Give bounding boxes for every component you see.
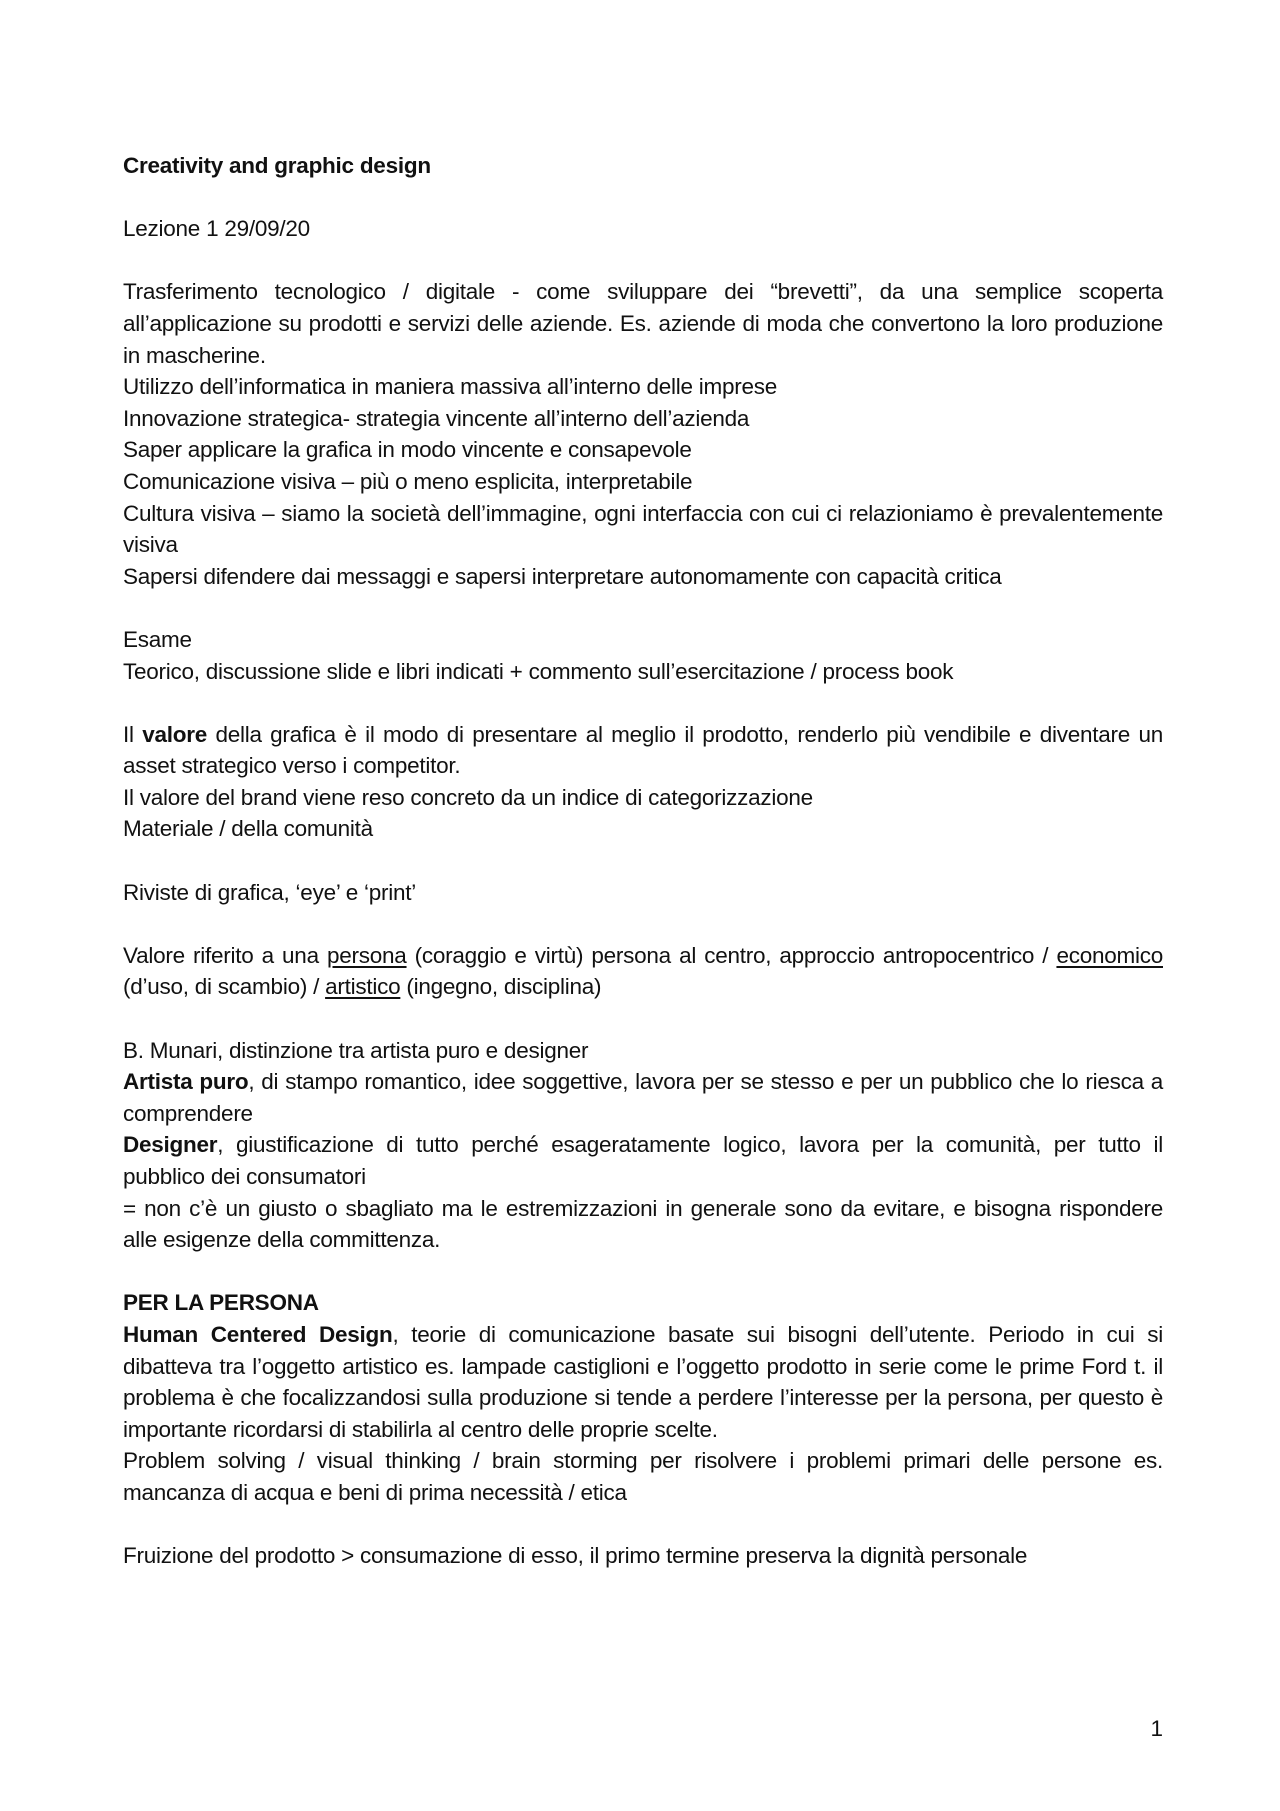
problem-solving-paragraph: Problem solving / visual thinking / brain storming per risolvere i problemi primari delle persone es. mancanza di acqua e beni di prima necessità / etica <box>123 1448 1163 1505</box>
valore-riferito-paragraph: Valore riferito a una persona (coraggio e virtù) persona al centro, approccio antropocentrico / economico (d’uso, di scambio) / artistico (ingegno, disciplina) <box>123 942 1163 1000</box>
document-body <box>123 150 1163 1572</box>
fruizione-line: Fruizione del prodotto > consumazione di esso, il primo termine preserva la dignità personale <box>123 1543 1028 1569</box>
munari-intro: B. Munari, distinzione tra artista puro e designer <box>123 1037 589 1063</box>
persona-heading: PER LA PERSONA <box>123 1290 319 1316</box>
intro-paragraph: Trasferimento tecnologico / digitale - come sviluppare dei “brevetti”, da una semplice scoperta all’applicazione su prodotti e servizi delle aziende. Es. aziende di moda che convertono la loro produzione in mascherine. <box>123 279 1163 368</box>
artista-puro-paragraph: Artista puro, di stampo romantico, idee soggettive, lavora per se stesso e per un pubblico che lo riesca a comprendere <box>123 1069 1163 1126</box>
intro-line-cultura: Cultura visiva – siamo la società dell’immagine, ogni interfaccia con cui ci relazioniamo è prevalentemente visiva <box>123 500 1163 558</box>
hcd-paragraph: Human Centered Design, teorie di comunicazione basate sui bisogni dell’utente. Periodo in cui si dibatteva tra l’oggetto artistico es. lampade castiglioni e l’oggetto prodotto in serie come le prime Ford t. il problema è che focalizzandosi sulla produzione si tende a perdere l’interesse per la persona, per questo è importante ricordarsi di stabilirla al centro delle proprie scelte. <box>123 1321 1163 1442</box>
value-bold: valore <box>142 721 207 747</box>
exam-text: Teorico, discussione slide e libri indicati + commento sull’esercitazione / process book <box>123 658 954 684</box>
magazines-line: Riviste di grafica, ‘eye’ e ‘print’ <box>123 879 417 905</box>
underline-economico: economico <box>1056 942 1163 968</box>
value-brand-line: Il valore del brand viene reso concreto da un indice di categorizzazione <box>123 784 813 810</box>
value-paragraph: Il valore della grafica è il modo di presentare al meglio il prodotto, renderlo più vendibile e diventare un asset strategico verso i competitor. <box>123 721 1163 779</box>
lesson-date: Lezione 1 29/09/20 <box>123 216 310 242</box>
document-title: Creativity and graphic design <box>123 153 431 178</box>
intro-line-comunicazione: Comunicazione visiva – più o meno esplicita, interpretabile <box>123 468 693 494</box>
underline-artistico: artistico <box>325 974 401 1000</box>
designer-paragraph: Designer, giustificazione di tutto perché esageratamente logico, lavora per la comunità, per tutto il pubblico dei consumatori <box>123 1132 1163 1189</box>
underline-persona: persona <box>326 942 407 968</box>
intro-line-informatica: Utilizzo dell’informatica in maniera massiva all’interno delle imprese <box>123 374 778 400</box>
value-material-line: Materiale / della comunità <box>123 816 373 842</box>
exam-heading: Esame <box>123 626 192 652</box>
munari-conclusion: = non c’è un giusto o sbagliato ma le estremizzazioni in generale sono da evitare, e bisogna rispondere alle esigenze della committenza. <box>123 1195 1163 1253</box>
intro-line-difendere: Sapersi difendere dai messaggi e sapersi interpretare autonomamente con capacità critica <box>123 563 1002 589</box>
intro-line-innovazione: Innovazione strategica- strategia vincente all’interno dell’azienda <box>123 405 750 431</box>
intro-line-grafica: Saper applicare la grafica in modo vincente e consapevole <box>123 437 692 463</box>
page-number: 1 <box>1150 1716 1163 1741</box>
